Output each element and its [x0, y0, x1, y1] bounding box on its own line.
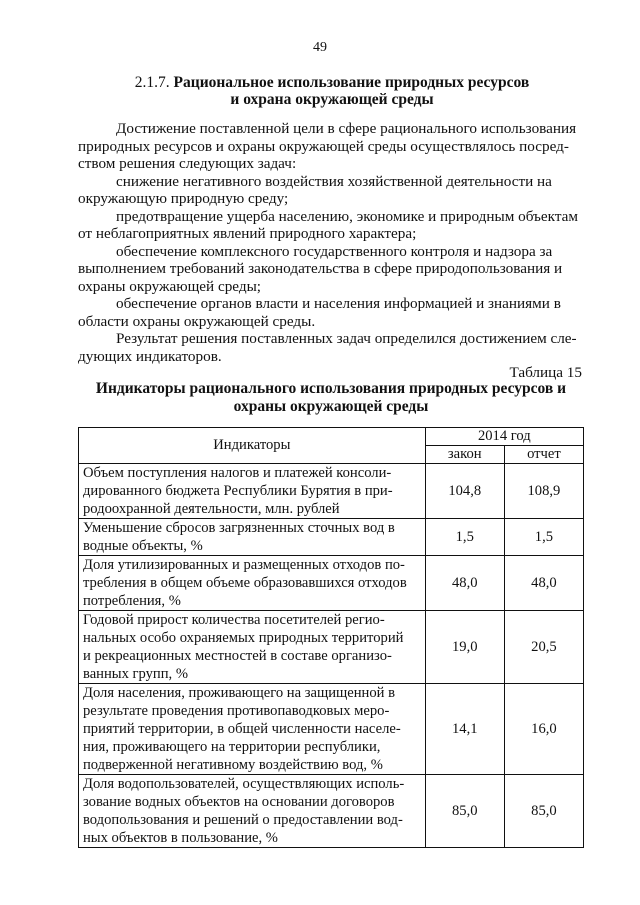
plan-value-cell: 85,0 [425, 775, 504, 848]
paragraph-line: окружающую природную среду; [78, 190, 289, 207]
paragraph-line: предотвращение ущерба населению, экономике и природным объектам [116, 207, 579, 225]
paragraph-line: охраны окружающей среды; [78, 277, 261, 295]
indicator-name-line: ванных групп, % [83, 666, 189, 682]
indicator-name-line: Уменьшение сбросов загрязненных сточных вод в [83, 520, 395, 536]
indicator-name-line: дированного бюджета Республики Бурятия в при- [83, 483, 393, 499]
body-paragraph [78, 120, 583, 173]
indicator-name-cell [79, 519, 426, 556]
table-title [78, 380, 584, 416]
indicator-name-line: Доля населения, проживающего на защищенной в [83, 685, 396, 701]
actual-value-cell: 20,5 [504, 611, 583, 684]
body-paragraph [78, 295, 583, 330]
actual-column-header: отчет [504, 446, 583, 464]
actual-value-cell: 85,0 [504, 775, 583, 848]
actual-value-cell: 108,9 [504, 464, 583, 519]
indicator-name-cell [79, 611, 426, 684]
indicators-table [78, 427, 584, 848]
paragraph-line: ством решения следующих задач: [78, 155, 297, 172]
plan-value-cell: 19,0 [425, 611, 504, 684]
indicator-name-line: Доля утилизированных и размещенных отходов по- [83, 557, 405, 573]
paragraph-line: природных ресурсов и охраны окружающей среды осуществлялось посред- [78, 137, 569, 155]
indicator-name-line: и рекреационных местностей в составе организо- [83, 648, 392, 664]
indicator-column-header: Индикаторы [79, 428, 426, 464]
indicator-name-line: зование водных объектов на основании договоров [83, 794, 395, 810]
indicator-name-line: нальных особо охраняемых природных территорий [83, 630, 404, 646]
paragraph-line: Достижение поставленной цели в сфере рационального использования [116, 120, 577, 137]
actual-value-cell: 1,5 [504, 519, 583, 556]
indicator-name-cell [79, 556, 426, 611]
table-title-line2: охраны окружающей среды [233, 398, 429, 415]
plan-value-cell: 48,0 [425, 556, 504, 611]
indicator-name-line: Доля водопользователей, осуществляющих исполь- [83, 776, 405, 792]
indicator-name-line: ных объектов в пользование, % [83, 830, 278, 846]
paragraph-line: обеспечение органов власти и населения информацией и знаниями в [116, 295, 561, 312]
section-title-line2: и охрана окружающей среды [230, 91, 434, 108]
paragraph-line: области охраны окружающей среды. [78, 312, 316, 330]
indicator-name-cell [79, 775, 426, 848]
section-title-line1: Рациональное использование природных ресурсов [173, 74, 530, 91]
table-label: Таблица 15 [509, 364, 582, 381]
table-title-line1: Индикаторы рационального использования природных ресурсов и [95, 380, 567, 397]
indicator-name-cell [79, 464, 426, 519]
indicator-name-line: Объем поступления налогов и платежей консоли- [83, 465, 392, 481]
table-row [79, 556, 584, 611]
table-row [79, 519, 584, 556]
actual-value-cell: 16,0 [504, 684, 583, 775]
paragraph-line: от неблагоприятных явлений природного характера; [78, 225, 417, 242]
indicator-name-line: ния, проживающего на территории республики, [83, 739, 381, 755]
plan-value-cell: 1,5 [425, 519, 504, 556]
paragraph-line: Результат решения поставленных задач определился достижением сле- [116, 330, 577, 347]
body-text [78, 120, 583, 365]
table-header-row [79, 428, 584, 446]
section-number: 2.1.7. [134, 74, 170, 91]
page-number: 49 [313, 40, 327, 55]
indicator-name-line: Годовой прирост количества посетителей регио- [83, 612, 385, 628]
body-paragraph [78, 208, 583, 243]
table-row [79, 464, 584, 519]
paragraph-line: обеспечение комплексного государственного контроля и надзора за [116, 242, 553, 260]
plan-value-cell: 14,1 [425, 684, 504, 775]
paragraph-line: выполнением требований законодательства в сфере природопользования и [78, 260, 563, 277]
table-row [79, 611, 584, 684]
table-row [79, 684, 584, 775]
indicator-name-line: подверженной негативному воздействию вод, % [83, 757, 383, 773]
indicator-name-line: водные объекты, % [83, 538, 203, 554]
body-paragraph [78, 173, 583, 208]
plan-column-header: закон [425, 446, 504, 464]
year-column-header: 2014 год [425, 428, 583, 446]
indicator-name-line: родоохранной деятельности, млн. рублей [83, 501, 340, 517]
section-heading [78, 74, 586, 108]
body-paragraph [78, 330, 583, 365]
table-row [79, 775, 584, 848]
actual-value-cell: 48,0 [504, 556, 583, 611]
body-paragraph [78, 243, 583, 296]
paragraph-line: снижение негативного воздействия хозяйственной деятельности на [116, 172, 552, 190]
indicator-name-line: потребления, % [83, 593, 181, 609]
indicator-name-cell [79, 684, 426, 775]
indicator-name-line: водопользования и решений о предоставлении вод- [83, 812, 403, 828]
indicator-name-line: результате проведения противопаводковых меро- [83, 703, 390, 719]
paragraph-line: дующих индикаторов. [78, 347, 222, 365]
plan-value-cell: 104,8 [425, 464, 504, 519]
indicator-name-line: требления в общем объеме образовавшихся отходов [83, 575, 407, 591]
indicator-name-line: приятий территории, в общей численности населе- [83, 721, 401, 737]
